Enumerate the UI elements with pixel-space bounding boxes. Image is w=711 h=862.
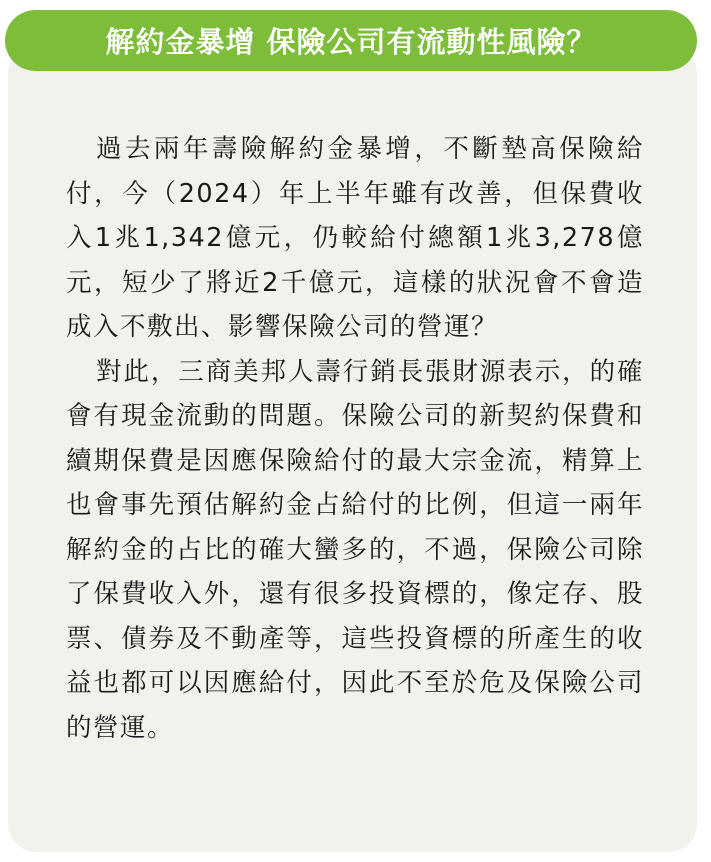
article-body: [66, 127, 644, 750]
article-title: 解約金暴增 保險公司有流動性風險？: [105, 25, 597, 59]
paragraph-1: 過去兩年壽險解約金暴增，不斷墊高保險給付，今（2024）年上半年雖有改善，但保費收入1兆1,342億元，仍較給付總額1兆3,278億元，短少了將近2千億元，這樣的狀況會不會造成入不敷出、影響保險公司的營運？: [66, 134, 644, 342]
title-bar: [5, 10, 697, 71]
paragraph-2: 對此，三商美邦人壽行銷長張財源表示，的確會有現金流動的問題。保險公司的新契約保費和續期保費是因應保險給付的最大宗金流，精算上也會事先預估解約金占給付的比例，但這一兩年解約金的占比的確大蠻多的，不過，保險公司除了保費收入外，還有很多投資標的，像定存、股票、債券及不動產等，這些投資標的所產生的收益也都可以因應給付，因此不至於危及保險公司的營運。: [66, 356, 644, 743]
